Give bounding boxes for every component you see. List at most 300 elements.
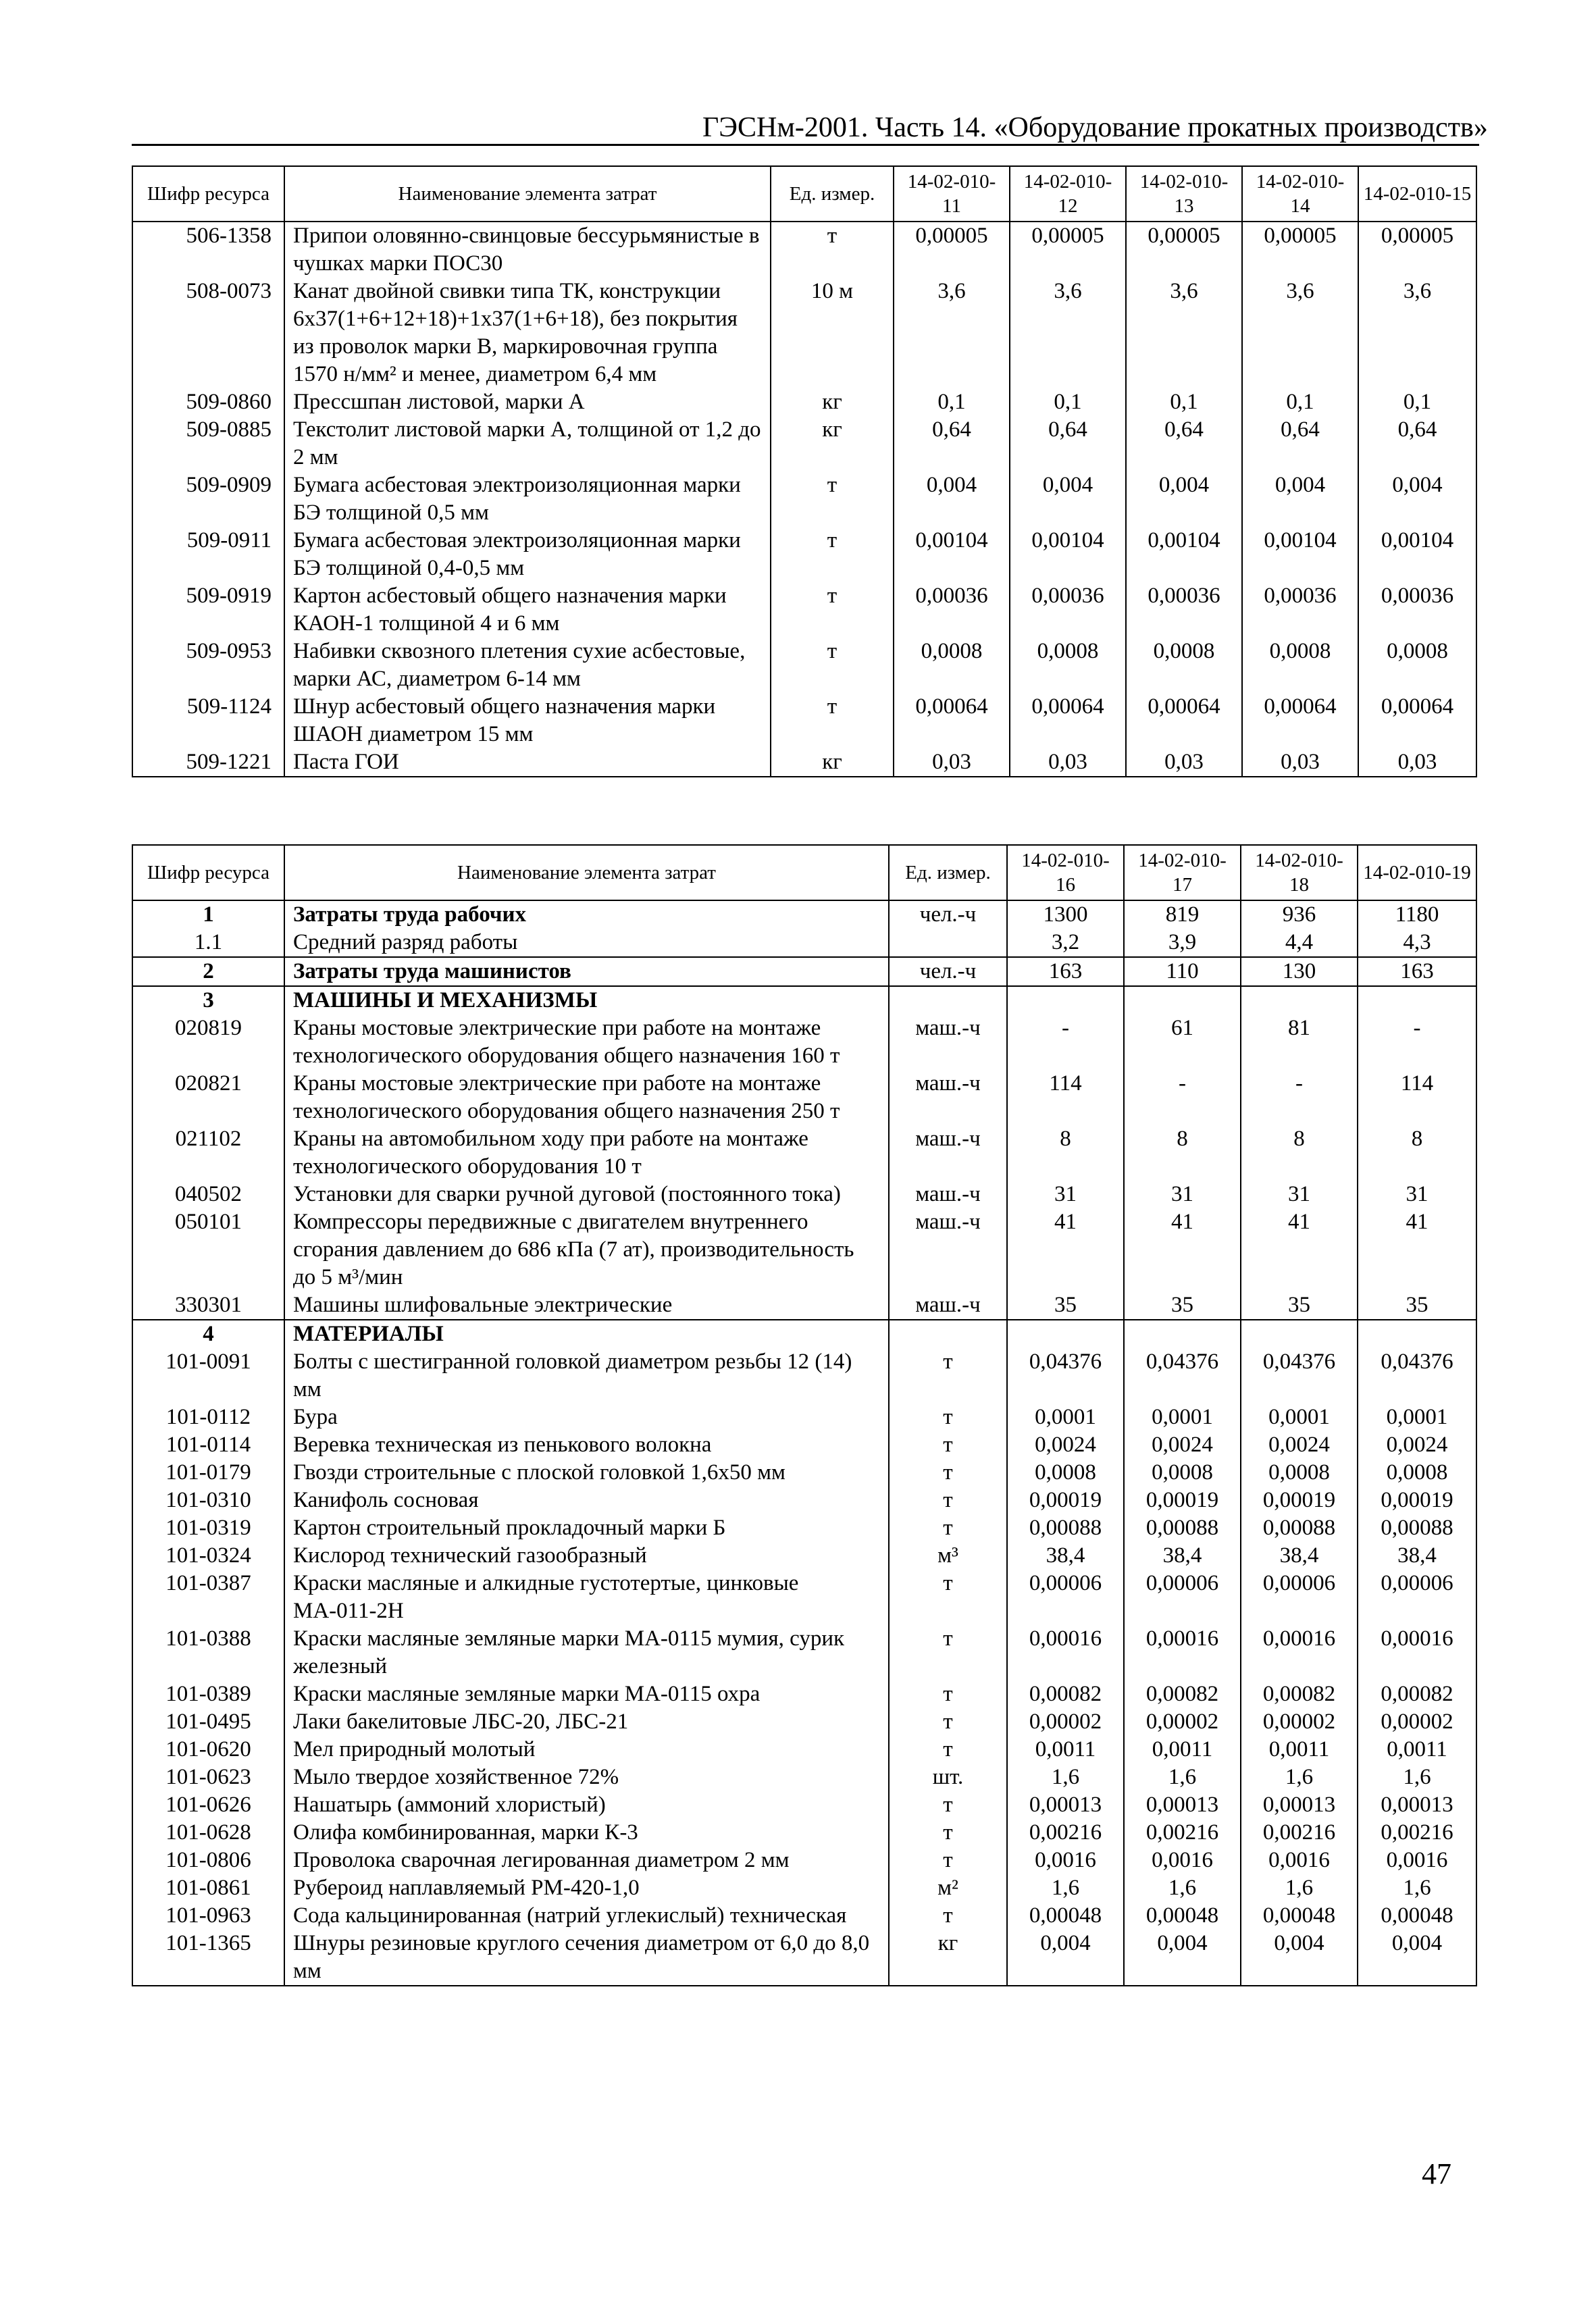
value-cell: 0,00006 [1124,1570,1241,1625]
value-cell: 0,00216 [1358,1819,1476,1847]
value-cell: 0,00088 [1358,1514,1476,1542]
code-cell: 101-0114 [132,1431,284,1459]
value-cell: 0,0011 [1007,1736,1124,1764]
code-cell: 2 [132,957,284,986]
value-cell: 3,2 [1007,929,1124,957]
header-cell: 14-02-010-17 [1124,845,1241,900]
unit-cell: м³ [889,1542,1007,1570]
value-cell: 1,6 [1358,1874,1476,1902]
value-cell: 0,1 [894,388,1010,416]
code-cell: 050101 [132,1208,284,1291]
value-cell: 819 [1124,900,1241,929]
header-cell: 14-02-010-14 [1242,166,1358,222]
name-cell: Машины шлифовальные электрические [284,1291,889,1320]
value-cell: 0,64 [1126,416,1242,471]
name-cell: Краски масляные земляные марки МА-0115 мумия, сурик железный [284,1625,889,1680]
value-cell: 0,004 [1358,471,1476,527]
value-cell: 0,64 [1242,416,1358,471]
unit-cell: т [889,1791,1007,1819]
value-cell: 130 [1241,957,1358,986]
value-cell: 0,00002 [1007,1708,1124,1736]
value-cell: 0,00048 [1007,1902,1124,1930]
unit-cell: маш.-ч [889,1291,1007,1320]
name-cell: Текстолит листовой марки А, толщиной от 1,2 до 2 мм [284,416,771,471]
code-cell: 101-1365 [132,1930,284,1986]
name-cell: Болты с шестигранной головкой диаметром резьбы 12 (14) мм [284,1348,889,1404]
table-row [132,1819,1476,1847]
code-cell: 1.1 [132,929,284,957]
value-cell: - [1124,1070,1241,1125]
code-cell: 101-0628 [132,1819,284,1847]
value-cell: 3,6 [1242,278,1358,388]
name-cell: Затраты труда рабочих [284,900,889,929]
code-cell: 101-0324 [132,1542,284,1570]
value-cell: 0,00036 [894,582,1010,638]
code-cell: 509-1221 [132,748,284,777]
table-row [132,1208,1476,1291]
value-cell: 0,00019 [1358,1487,1476,1514]
value-cell: 0,0016 [1241,1847,1358,1874]
resource-table-2 [132,844,1477,1986]
code-cell: 1 [132,900,284,929]
unit-cell: т [889,1819,1007,1847]
table-row [132,1847,1476,1874]
code-cell: 101-0387 [132,1570,284,1625]
unit-cell: т [771,582,894,638]
value-cell: 0,0008 [1242,638,1358,693]
table-row [132,1542,1476,1570]
table-row [132,693,1476,748]
table-row [132,1708,1476,1736]
value-cell [1124,986,1241,1014]
value-cell [1007,1320,1124,1348]
value-cell: 0,004 [1242,471,1358,527]
table-row [132,748,1476,777]
table-row [132,1764,1476,1791]
unit-cell: чел.-ч [889,900,1007,929]
code-cell: 509-0860 [132,388,284,416]
value-cell: 3,6 [1010,278,1126,388]
name-cell: Средний разряд работы [284,929,889,957]
value-cell: 0,00088 [1124,1514,1241,1542]
table-row [132,1181,1476,1208]
value-cell: 61 [1124,1014,1241,1070]
name-cell: Кислород технический газообразный [284,1542,889,1570]
code-cell: 101-0310 [132,1487,284,1514]
unit-cell: кг [889,1930,1007,1986]
table-row [132,1902,1476,1930]
value-cell: 0,1 [1126,388,1242,416]
name-cell: Бумага асбестовая электроизоляционная марки БЭ толщиной 0,4-0,5 мм [284,527,771,582]
unit-cell: т [889,1625,1007,1680]
value-cell: 0,0011 [1358,1736,1476,1764]
value-cell: - [1241,1070,1358,1125]
value-cell: 38,4 [1007,1542,1124,1570]
value-cell: 0,004 [1007,1930,1124,1986]
value-cell: 8 [1007,1125,1124,1181]
table-row [132,1431,1476,1459]
name-cell: Сода кальцинированная (натрий углекислый) техническая [284,1902,889,1930]
header-cell: Шифр ресурса [132,845,284,900]
unit-cell: маш.-ч [889,1014,1007,1070]
name-cell: Картон строительный прокладочный марки Б [284,1514,889,1542]
value-cell: 1,6 [1007,1874,1124,1902]
value-cell: 0,0001 [1358,1404,1476,1431]
value-cell: 0,00006 [1358,1570,1476,1625]
value-cell: 0,0008 [1358,638,1476,693]
table-row [132,1570,1476,1625]
value-cell: 1,6 [1241,1764,1358,1791]
value-cell: 0,00082 [1007,1680,1124,1708]
value-cell: 0,00048 [1358,1902,1476,1930]
value-cell: 0,00104 [1126,527,1242,582]
header-cell: Наименование элемента затрат [284,166,771,222]
code-cell: 101-0091 [132,1348,284,1404]
value-cell: 0,03 [1358,748,1476,777]
value-cell: 0,00006 [1241,1570,1358,1625]
value-cell: 0,00005 [1358,222,1476,278]
table-row [132,1404,1476,1431]
value-cell: 35 [1358,1291,1476,1320]
table-row [132,1625,1476,1680]
value-cell: 0,00005 [1242,222,1358,278]
name-cell: Рубероид наплавляемый РМ-420-1,0 [284,1874,889,1902]
value-cell: 0,0011 [1241,1736,1358,1764]
value-cell: 0,04376 [1007,1348,1124,1404]
value-cell: 3,6 [1358,278,1476,388]
value-cell: 0,004 [1241,1930,1358,1986]
value-cell: 114 [1007,1070,1124,1125]
unit-cell: т [889,1736,1007,1764]
table-row [132,1125,1476,1181]
value-cell: 0,00005 [894,222,1010,278]
value-cell: 163 [1358,957,1476,986]
header-rule [132,144,1479,146]
table-header-row [132,166,1476,222]
name-cell: Шнуры резиновые круглого сечения диаметром от 6,0 до 8,0 мм [284,1930,889,1986]
code-cell: 101-0626 [132,1791,284,1819]
value-cell: 0,00082 [1124,1680,1241,1708]
table-row [132,638,1476,693]
unit-cell: маш.-ч [889,1070,1007,1125]
page-number: 47 [1422,2157,1451,2190]
unit-cell: т [771,638,894,693]
code-cell: 020819 [132,1014,284,1070]
value-cell: 0,00088 [1241,1514,1358,1542]
value-cell: 0,00016 [1241,1625,1358,1680]
code-cell: 101-0389 [132,1680,284,1708]
value-cell: 3,6 [894,278,1010,388]
name-cell: Олифа комбинированная, марки К-3 [284,1819,889,1847]
value-cell: 3,6 [1126,278,1242,388]
name-cell: Припои оловянно-свинцовые бессурьмянистые в чушках марки ПОС30 [284,222,771,278]
unit-cell: маш.-ч [889,1181,1007,1208]
table-row [132,388,1476,416]
value-cell: 0,1 [1242,388,1358,416]
resource-table-1 [132,165,1477,777]
value-cell: 0,00216 [1124,1819,1241,1847]
unit-cell: маш.-ч [889,1125,1007,1181]
name-cell: Компрессоры передвижные с двигателем внутреннего сгорания давлением до 686 кПа (7 ат), производительность до 5 м³/мин [284,1208,889,1291]
value-cell: 0,0024 [1241,1431,1358,1459]
value-cell: 0,0008 [1358,1459,1476,1487]
code-cell: 101-0495 [132,1708,284,1736]
value-cell: 31 [1241,1181,1358,1208]
table-body [132,222,1476,777]
name-cell: Краны на автомобильном ходу при работе на монтаже технологического оборудования 10 т [284,1125,889,1181]
value-cell: 1,6 [1241,1874,1358,1902]
name-cell: Картон асбестовый общего назначения марки КАОН-1 толщиной 4 и 6 мм [284,582,771,638]
name-cell: Канат двойной свивки типа ТК, конструкции 6х37(1+6+12+18)+1х37(1+6+18), без покрытия из проволок марки В, маркировочная группа 1570 н/мм² и менее, диаметром 6,4 мм [284,278,771,388]
value-cell: 114 [1358,1070,1476,1125]
code-cell: 4 [132,1320,284,1348]
table-row [132,582,1476,638]
value-cell [1124,1320,1241,1348]
value-cell: 0,00104 [1358,527,1476,582]
value-cell: 1,6 [1124,1764,1241,1791]
value-cell: 8 [1241,1125,1358,1181]
unit-cell [889,986,1007,1014]
value-cell: 35 [1124,1291,1241,1320]
value-cell: 0,00036 [1358,582,1476,638]
value-cell: 0,00104 [894,527,1010,582]
value-cell: 31 [1124,1181,1241,1208]
name-cell: Прессшпан листовой, марки А [284,388,771,416]
name-cell: Веревка техническая из пенькового волокна [284,1431,889,1459]
code-cell: 040502 [132,1181,284,1208]
header-cell: 14-02-010-19 [1358,845,1476,900]
value-cell: 0,00016 [1358,1625,1476,1680]
header-cell: 14-02-010-16 [1007,845,1124,900]
table-row [132,1874,1476,1902]
value-cell: 38,4 [1241,1542,1358,1570]
name-cell: Краски масляные и алкидные густотертые, цинковые МА-011-2Н [284,1570,889,1625]
value-cell: 0,03 [1126,748,1242,777]
name-cell: Мыло твердое хозяйственное 72% [284,1764,889,1791]
value-cell: 1300 [1007,900,1124,929]
value-cell: 0,0016 [1124,1847,1241,1874]
code-cell: 508-0073 [132,278,284,388]
code-cell: 101-0623 [132,1764,284,1791]
value-cell: 0,00036 [1010,582,1126,638]
value-cell: 0,004 [1124,1930,1241,1986]
header-cell: 14-02-010-11 [894,166,1010,222]
header-cell: Шифр ресурса [132,166,284,222]
table-row [132,957,1476,986]
value-cell: 4,3 [1358,929,1476,957]
code-cell: 101-0179 [132,1459,284,1487]
unit-cell: т [771,693,894,748]
value-cell: 8 [1358,1125,1476,1181]
header-cell: 14-02-010-15 [1358,166,1476,222]
unit-cell: кг [771,416,894,471]
value-cell: 0,64 [894,416,1010,471]
value-cell: 0,00005 [1010,222,1126,278]
value-cell: 0,004 [1010,471,1126,527]
unit-cell: т [889,1431,1007,1459]
unit-cell: чел.-ч [889,957,1007,986]
unit-cell: т [889,1487,1007,1514]
value-cell: 0,00002 [1241,1708,1358,1736]
value-cell: 110 [1124,957,1241,986]
value-cell: 0,0024 [1007,1431,1124,1459]
code-cell: 101-0861 [132,1874,284,1902]
table-row [132,416,1476,471]
name-cell: Шнур асбестовый общего назначения марки ШАОН диаметром 15 мм [284,693,771,748]
code-cell: 509-1124 [132,693,284,748]
table-row [132,527,1476,582]
value-cell: 0,004 [1358,1930,1476,1986]
unit-cell: т [771,527,894,582]
name-cell: Канифоль сосновая [284,1487,889,1514]
code-cell: 101-0112 [132,1404,284,1431]
value-cell: 0,00104 [1242,527,1358,582]
name-cell: МАТЕРИАЛЫ [284,1320,889,1348]
value-cell: 0,00088 [1007,1514,1124,1542]
value-cell: 936 [1241,900,1358,929]
value-cell: 0,00005 [1126,222,1242,278]
value-cell: 0,00216 [1241,1819,1358,1847]
value-cell: 0,0008 [1241,1459,1358,1487]
header-cell: Ед. измер. [889,845,1007,900]
code-cell: 021102 [132,1125,284,1181]
code-cell: 509-0885 [132,416,284,471]
table-header-row [132,845,1476,900]
value-cell: 163 [1007,957,1124,986]
value-cell: 0,00002 [1124,1708,1241,1736]
table-row [132,1791,1476,1819]
code-cell: 101-0319 [132,1514,284,1542]
value-cell: 41 [1007,1208,1124,1291]
value-cell: 0,00082 [1241,1680,1358,1708]
code-cell: 509-0909 [132,471,284,527]
value-cell: 0,64 [1010,416,1126,471]
value-cell: 0,0001 [1241,1404,1358,1431]
code-cell: 101-0963 [132,1902,284,1930]
value-cell: 0,04376 [1358,1348,1476,1404]
table-row [132,1514,1476,1542]
table-row [132,1930,1476,1986]
value-cell: 0,04376 [1241,1348,1358,1404]
value-cell: - [1007,1014,1124,1070]
value-cell [1241,1320,1358,1348]
unit-cell: т [889,1902,1007,1930]
value-cell: 0,64 [1358,416,1476,471]
code-cell: 509-0911 [132,527,284,582]
name-cell: Установки для сварки ручной дуговой (постоянного тока) [284,1181,889,1208]
value-cell: 0,00104 [1010,527,1126,582]
code-cell: 101-0806 [132,1847,284,1874]
table-row [132,471,1476,527]
table-row [132,1680,1476,1708]
value-cell: 0,04376 [1124,1348,1241,1404]
value-cell: 0,00216 [1007,1819,1124,1847]
value-cell: 0,00013 [1358,1791,1476,1819]
value-cell: 1180 [1358,900,1476,929]
value-cell: 0,0024 [1124,1431,1241,1459]
name-cell: Паста ГОИ [284,748,771,777]
name-cell: Затраты труда машинистов [284,957,889,986]
value-cell: 0,004 [894,471,1010,527]
table-row [132,1291,1476,1320]
value-cell: 0,00013 [1007,1791,1124,1819]
name-cell: Нашатырь (аммоний хлористый) [284,1791,889,1819]
unit-cell: т [889,1847,1007,1874]
value-cell: 81 [1241,1014,1358,1070]
unit-cell: т [889,1708,1007,1736]
code-cell: 020821 [132,1070,284,1125]
value-cell: 0,00013 [1241,1791,1358,1819]
unit-cell: т [889,1348,1007,1404]
value-cell: 0,03 [1010,748,1126,777]
unit-cell: 10 м [771,278,894,388]
value-cell: 0,0016 [1007,1847,1124,1874]
value-cell: 0,00016 [1007,1625,1124,1680]
value-cell: 41 [1124,1208,1241,1291]
value-cell: 0,00013 [1124,1791,1241,1819]
value-cell: 0,00019 [1007,1487,1124,1514]
name-cell: Лаки бакелитовые ЛБС-20, ЛБС-21 [284,1708,889,1736]
table-row [132,1070,1476,1125]
table-row [132,900,1476,929]
code-cell: 330301 [132,1291,284,1320]
code-cell: 101-0388 [132,1625,284,1680]
unit-cell: шт. [889,1764,1007,1791]
code-cell: 509-0919 [132,582,284,638]
table-row [132,1320,1476,1348]
value-cell: 0,004 [1126,471,1242,527]
name-cell: Краски масляные земляные марки МА-0115 охра [284,1680,889,1708]
value-cell: 0,00048 [1124,1902,1241,1930]
unit-cell: т [889,1404,1007,1431]
value-cell: 0,00019 [1241,1487,1358,1514]
value-cell: 0,0008 [1007,1459,1124,1487]
name-cell: Гвозди строительные с плоской головкой 1,6х50 мм [284,1459,889,1487]
value-cell: 0,0001 [1007,1404,1124,1431]
name-cell: Краны мостовые электрические при работе на монтаже технологического оборудования общего назначения 160 т [284,1014,889,1070]
table-row [132,278,1476,388]
value-cell [1358,986,1476,1014]
name-cell: Краны мостовые электрические при работе на монтаже технологического оборудования общего назначения 250 т [284,1070,889,1125]
value-cell: 0,0001 [1124,1404,1241,1431]
table-body [132,900,1476,1986]
table-row [132,1014,1476,1070]
code-cell: 101-0620 [132,1736,284,1764]
value-cell: 0,00064 [1358,693,1476,748]
value-cell: 0,00006 [1007,1570,1124,1625]
name-cell: Бура [284,1404,889,1431]
table-row [132,222,1476,278]
value-cell: 4,4 [1241,929,1358,957]
name-cell: МАШИНЫ И МЕХАНИЗМЫ [284,986,889,1014]
unit-cell: т [889,1514,1007,1542]
name-cell: Проволока сварочная легированная диаметром 2 мм [284,1847,889,1874]
value-cell [1007,986,1124,1014]
page-header: ГЭСНм-2001. Часть 14. «Оборудование прокатных производств» [702,112,1488,143]
header-cell: Наименование элемента затрат [284,845,889,900]
value-cell: 0,0008 [1124,1459,1241,1487]
value-cell: 0,0024 [1358,1431,1476,1459]
value-cell: 0,00019 [1124,1487,1241,1514]
unit-cell [889,929,1007,957]
value-cell: 38,4 [1124,1542,1241,1570]
value-cell: 1,6 [1007,1764,1124,1791]
table-row [132,1736,1476,1764]
code-cell: 509-0953 [132,638,284,693]
value-cell: 0,00064 [1010,693,1126,748]
value-cell: 0,1 [1010,388,1126,416]
value-cell: 0,00036 [1126,582,1242,638]
